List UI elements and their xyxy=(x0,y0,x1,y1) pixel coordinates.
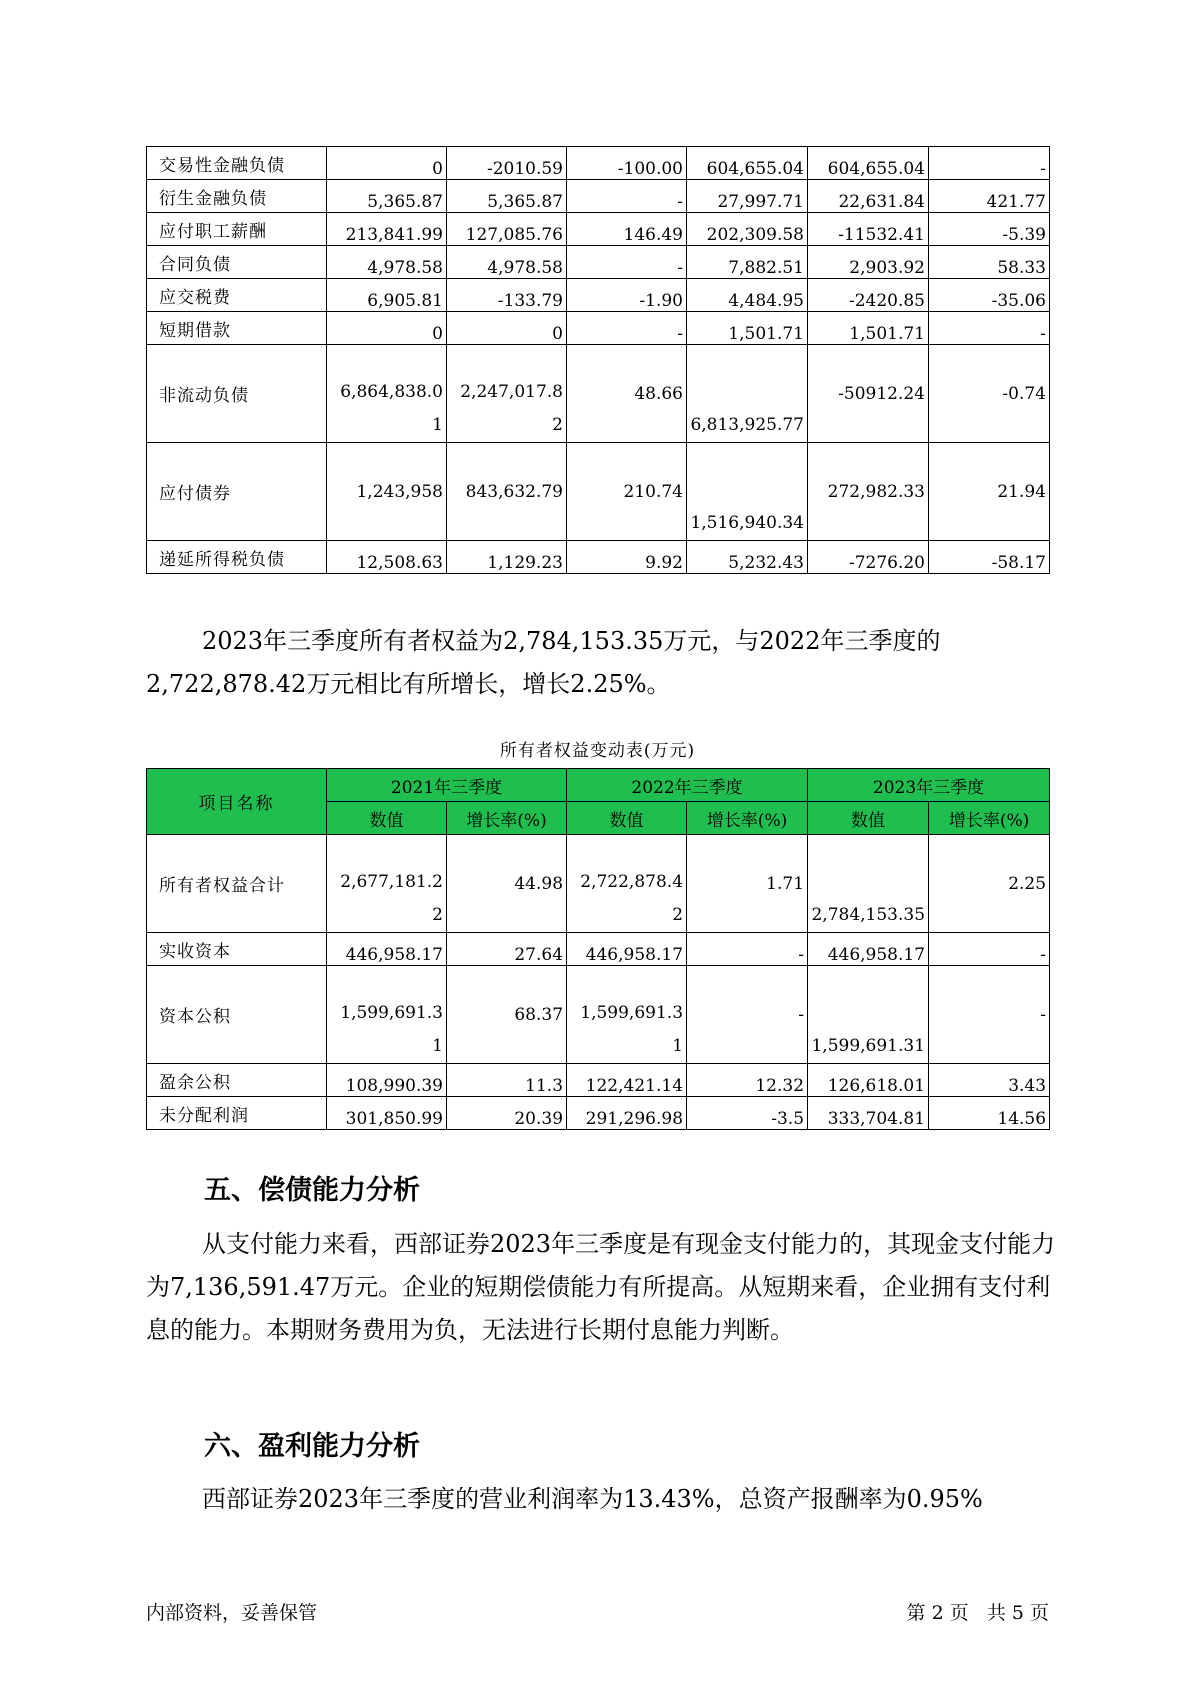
cell: 127,085.76 xyxy=(447,213,567,246)
footer-page-number: 第 2 页 共 5 页 xyxy=(906,1602,1049,1624)
liabilities-table xyxy=(146,146,1050,574)
cell: 14.56 xyxy=(929,1097,1050,1130)
row-label: 实收资本 xyxy=(147,933,327,966)
period-header: 2023年三季度 xyxy=(808,769,1050,802)
table-row xyxy=(147,180,1050,213)
cell: 213,841.99 xyxy=(327,213,447,246)
growth-header: 增长率(%) xyxy=(687,802,808,835)
cell: 9.92 xyxy=(567,541,687,574)
row-label: 短期借款 xyxy=(147,312,327,345)
cell: 21.94 xyxy=(929,443,1050,541)
cell: 7,882.51 xyxy=(687,246,808,279)
cell: 44.98 xyxy=(447,835,567,933)
cell: 0 xyxy=(327,147,447,180)
cell: 11.3 xyxy=(447,1064,567,1097)
table-row xyxy=(147,966,1050,1064)
cell: - xyxy=(567,180,687,213)
cell: -35.06 xyxy=(929,279,1050,312)
table-row xyxy=(147,933,1050,966)
cell: -133.79 xyxy=(447,279,567,312)
growth-header: 增长率(%) xyxy=(447,802,567,835)
table-row xyxy=(147,246,1050,279)
cell: 272,982.33 xyxy=(808,443,929,541)
table-row xyxy=(147,147,1050,180)
value-header: 数值 xyxy=(327,802,447,835)
table-row xyxy=(147,541,1050,574)
cell: 108,990.39 xyxy=(327,1064,447,1097)
cell: 6,864,838.01 xyxy=(327,345,447,443)
equity-table xyxy=(146,768,1050,1130)
cell: 12,508.63 xyxy=(327,541,447,574)
cell: -0.74 xyxy=(929,345,1050,443)
cell: 1,599,691.31 xyxy=(327,966,447,1064)
cell: 6,813,925.77 xyxy=(687,345,808,443)
period-header: 2021年三季度 xyxy=(327,769,567,802)
cell: 2,247,017.82 xyxy=(447,345,567,443)
cell: -100.00 xyxy=(567,147,687,180)
cell: 333,704.81 xyxy=(808,1097,929,1130)
cell: 4,978.58 xyxy=(447,246,567,279)
table-row xyxy=(147,213,1050,246)
cell: -1.90 xyxy=(567,279,687,312)
cell: 446,958.17 xyxy=(327,933,447,966)
row-label: 资本公积 xyxy=(147,966,327,1064)
row-label: 交易性金融负债 xyxy=(147,147,327,180)
cell: 58.33 xyxy=(929,246,1050,279)
row-label: 未分配利润 xyxy=(147,1097,327,1130)
cell: 68.37 xyxy=(447,966,567,1064)
cell: 5,365.87 xyxy=(447,180,567,213)
cell: 2.25 xyxy=(929,835,1050,933)
growth-header: 增长率(%) xyxy=(929,802,1050,835)
table-row xyxy=(147,279,1050,312)
value-header: 数值 xyxy=(567,802,687,835)
table-row xyxy=(147,835,1050,933)
table-row xyxy=(147,312,1050,345)
cell: 210.74 xyxy=(567,443,687,541)
cell: 20.39 xyxy=(447,1097,567,1130)
cell: - xyxy=(567,312,687,345)
cell: - xyxy=(929,312,1050,345)
cell: 27,997.71 xyxy=(687,180,808,213)
cell: 446,958.17 xyxy=(567,933,687,966)
cell: 446,958.17 xyxy=(808,933,929,966)
cell: -58.17 xyxy=(929,541,1050,574)
row-label: 应交税费 xyxy=(147,279,327,312)
cell: 604,655.04 xyxy=(808,147,929,180)
cell: - xyxy=(687,933,808,966)
cell: -5.39 xyxy=(929,213,1050,246)
value-header: 数值 xyxy=(808,802,929,835)
row-label: 衍生金融负债 xyxy=(147,180,327,213)
cell: 1,501.71 xyxy=(808,312,929,345)
table-row xyxy=(147,1064,1050,1097)
equity-table-caption: 所有者权益变动表(万元) xyxy=(499,741,696,761)
footer-confidential-note: 内部资料，妥善保管 xyxy=(146,1602,318,1624)
row-label: 盈余公积 xyxy=(147,1064,327,1097)
cell: 6,905.81 xyxy=(327,279,447,312)
cell: 0 xyxy=(327,312,447,345)
table-row xyxy=(147,443,1050,541)
cell: 5,365.87 xyxy=(327,180,447,213)
cell: 1,599,691.31 xyxy=(808,966,929,1064)
cell: 1,501.71 xyxy=(687,312,808,345)
cell: 2,677,181.22 xyxy=(327,835,447,933)
cell: 2,722,878.42 xyxy=(567,835,687,933)
cell: - xyxy=(567,246,687,279)
cell: 301,850.99 xyxy=(327,1097,447,1130)
cell: 122,421.14 xyxy=(567,1064,687,1097)
item-name-header: 项目名称 xyxy=(147,769,327,835)
row-label: 应付债券 xyxy=(147,443,327,541)
cell: 604,655.04 xyxy=(687,147,808,180)
cell: 202,309.58 xyxy=(687,213,808,246)
cell: 1,243,958 xyxy=(327,443,447,541)
cell: 4,978.58 xyxy=(327,246,447,279)
cell: 843,632.79 xyxy=(447,443,567,541)
period-header: 2022年三季度 xyxy=(567,769,808,802)
cell: 2,784,153.35 xyxy=(808,835,929,933)
cell: 1,516,940.34 xyxy=(687,443,808,541)
row-label: 应付职工薪酬 xyxy=(147,213,327,246)
cell: 2,903.92 xyxy=(808,246,929,279)
cell: 421.77 xyxy=(929,180,1050,213)
cell: -2420.85 xyxy=(808,279,929,312)
row-label: 非流动负债 xyxy=(147,345,327,443)
cell: -7276.20 xyxy=(808,541,929,574)
cell: - xyxy=(687,966,808,1064)
cell: - xyxy=(929,933,1050,966)
table-header-row xyxy=(147,769,1050,802)
table-row xyxy=(147,345,1050,443)
cell: -2010.59 xyxy=(447,147,567,180)
cell: 12.32 xyxy=(687,1064,808,1097)
cell: -3.5 xyxy=(687,1097,808,1130)
section-5-body: 从支付能力来看，西部证券2023年三季度是有现金支付能力的，其现金支付能力为7,136,591.47万元。企业的短期偿债能力有所提高。从短期来看，企业拥有支付利息的能力。本期财务费用为负，无法进行长期付息能力判断。 xyxy=(146,1230,1056,1344)
cell: 3.43 xyxy=(929,1064,1050,1097)
section-6-body: 西部证券2023年三季度的营业利润率为13.43%，总资产报酬率为0.95% xyxy=(202,1485,983,1513)
cell: 22,631.84 xyxy=(808,180,929,213)
cell: -11532.41 xyxy=(808,213,929,246)
equity-summary-paragraph: 2023年三季度所有者权益为2,784,153.35万元，与2022年三季度的2,722,878.42万元相比有所增长，增长2.25%。 xyxy=(146,627,941,698)
row-label: 所有者权益合计 xyxy=(147,835,327,933)
cell: 48.66 xyxy=(567,345,687,443)
cell: 27.64 xyxy=(447,933,567,966)
cell: -50912.24 xyxy=(808,345,929,443)
cell: 5,232.43 xyxy=(687,541,808,574)
cell: 291,296.98 xyxy=(567,1097,687,1130)
cell: 146.49 xyxy=(567,213,687,246)
cell: 4,484.95 xyxy=(687,279,808,312)
cell: 1,599,691.31 xyxy=(567,966,687,1064)
row-label: 递延所得税负债 xyxy=(147,541,327,574)
cell: - xyxy=(929,966,1050,1064)
section-6-heading: 六、盈利能力分析 xyxy=(204,1431,420,1462)
cell: 126,618.01 xyxy=(808,1064,929,1097)
table-row xyxy=(147,1097,1050,1130)
cell: - xyxy=(929,147,1050,180)
section-5-heading: 五、偿债能力分析 xyxy=(204,1175,420,1206)
cell: 1,129.23 xyxy=(447,541,567,574)
cell: 1.71 xyxy=(687,835,808,933)
row-label: 合同负债 xyxy=(147,246,327,279)
cell: 0 xyxy=(447,312,567,345)
